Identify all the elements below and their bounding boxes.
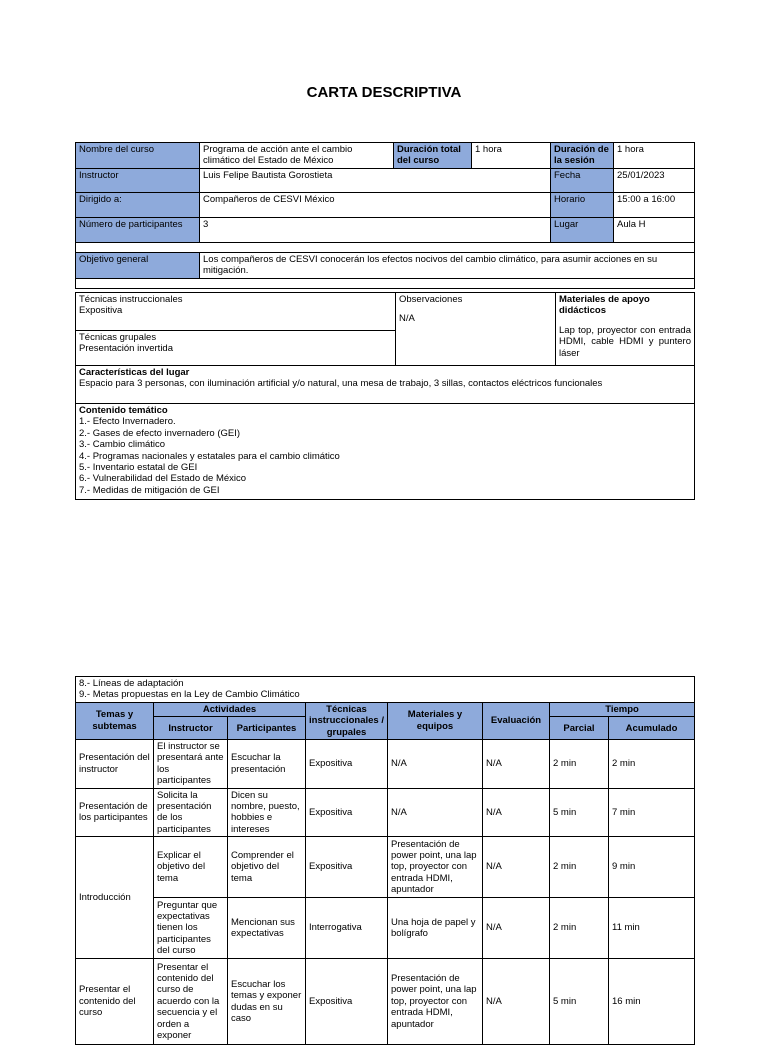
thematic-content-item: 5.- Inventario estatal de GEI bbox=[79, 461, 198, 473]
header-topics: Temas y subtemas bbox=[76, 702, 154, 739]
thematic-content-item: 8.- Líneas de adaptación bbox=[79, 678, 184, 689]
instructional-techniques-value: Expositiva bbox=[79, 305, 123, 317]
instructor-label: Instructor bbox=[76, 169, 200, 193]
row-materials: Una hoja de papel y bolígrafo bbox=[388, 898, 483, 959]
row-partial: 2 min bbox=[550, 837, 609, 898]
row-instructor: Presentar el contenido del curso de acuerdo con la secuencia y el orden a exponer bbox=[154, 959, 228, 1045]
instructor-value: Luis Felipe Bautista Gorostieta bbox=[200, 169, 551, 193]
row-partial: 2 min bbox=[550, 739, 609, 788]
row-evaluation: N/A bbox=[483, 788, 550, 837]
row-evaluation: N/A bbox=[483, 739, 550, 788]
row-cumulative: 11 min bbox=[609, 898, 695, 959]
venue-characteristics-value: Espacio para 3 personas, con iluminación artificial y/o natural, una mesa de trabajo, 3 sillas, contactos eléctricos funcionales bbox=[79, 378, 603, 390]
materials-cell bbox=[556, 293, 695, 366]
row-technique: Interrogativa bbox=[306, 898, 388, 959]
observations-cell bbox=[396, 293, 556, 366]
row-materials: N/A bbox=[388, 739, 483, 788]
schedule-label: Horario bbox=[551, 193, 614, 218]
row-materials: N/A bbox=[388, 788, 483, 837]
header-time: Tiempo bbox=[550, 702, 695, 717]
course-name-value: Programa de acción ante el cambio climático del Estado de México bbox=[200, 143, 394, 169]
row-topic: Presentación del instructor bbox=[76, 739, 154, 788]
instructional-techniques-cell bbox=[76, 293, 396, 331]
location-value: Aula H bbox=[614, 218, 695, 243]
row-technique: Expositiva bbox=[306, 788, 388, 837]
date-label: Fecha bbox=[551, 169, 614, 193]
session-duration-label: Duración de la sesión bbox=[551, 143, 614, 169]
header-cumulative: Acumulado bbox=[609, 717, 695, 739]
row-evaluation: N/A bbox=[483, 837, 550, 898]
row-instructor: Solicita la presentación de los participantes bbox=[154, 788, 228, 837]
document-title: CARTA DESCRIPTIVA bbox=[306, 84, 462, 101]
session-duration-value: 1 hora bbox=[614, 143, 695, 169]
observations-label: Observaciones bbox=[399, 294, 463, 305]
course-info-table bbox=[75, 292, 695, 500]
row-topic: Presentar el contenido del curso bbox=[76, 959, 154, 1045]
thematic-content-continued bbox=[76, 677, 695, 703]
row-technique: Expositiva bbox=[306, 959, 388, 1045]
table-row bbox=[76, 788, 695, 837]
row-evaluation: N/A bbox=[483, 959, 550, 1045]
row-participants: Comprender el objetivo del tema bbox=[228, 837, 306, 898]
thematic-content-cell bbox=[76, 404, 695, 500]
row-participants: Escuchar los temas y exponer dudas en su caso bbox=[228, 959, 306, 1045]
header-partial: Parcial bbox=[550, 717, 609, 739]
course-name-label: Nombre del curso bbox=[76, 143, 200, 169]
group-techniques-value: Presentación invertida bbox=[79, 343, 173, 355]
table-row bbox=[76, 837, 695, 898]
objective-label: Objetivo general bbox=[76, 253, 200, 279]
thematic-content-item: 6.- Vulnerabilidad del Estado de México bbox=[79, 473, 247, 485]
observations-value: N/A bbox=[399, 313, 415, 325]
group-techniques-cell bbox=[76, 331, 396, 366]
header-instructor: Instructor bbox=[154, 717, 228, 739]
table-row bbox=[76, 739, 695, 788]
thematic-content-item: 2.- Gases de efecto invernadero (GEI) bbox=[79, 427, 241, 439]
row-partial: 5 min bbox=[550, 959, 609, 1045]
date-value: 25/01/2023 bbox=[614, 169, 695, 193]
header-materials: Materiales y equipos bbox=[388, 702, 483, 739]
total-duration-label: Duración total del curso bbox=[394, 143, 472, 169]
row-partial: 5 min bbox=[550, 788, 609, 837]
thematic-content-item: 1.- Efecto Invernadero. bbox=[79, 416, 176, 428]
course-header-table bbox=[75, 142, 695, 289]
materials-value: Lap top, proyector con entrada HDMI, cable HDMI y puntero láser bbox=[559, 324, 691, 359]
participants-label: Número de participantes bbox=[76, 218, 200, 243]
thematic-content-item: 9.- Metas propuestas en la Ley de Cambio Climático bbox=[79, 689, 300, 701]
row-partial: 2 min bbox=[550, 898, 609, 959]
table-row bbox=[76, 959, 695, 1045]
row-participants: Dicen su nombre, puesto, hobbies e intereses bbox=[228, 788, 306, 837]
row-instructor: El instructor se presentará ante los participantes bbox=[154, 739, 228, 788]
group-techniques-label: Técnicas grupales bbox=[79, 332, 157, 343]
thematic-content-item: 4.- Programas nacionales y estatales para el cambio climático bbox=[79, 450, 340, 462]
location-label: Lugar bbox=[551, 218, 614, 243]
venue-characteristics-label: Características del lugar bbox=[79, 367, 190, 378]
row-topic: Presentación de los participantes bbox=[76, 788, 154, 837]
total-duration-value: 1 hora bbox=[472, 143, 551, 169]
audience-value: Compañeros de CESVI México bbox=[200, 193, 551, 218]
schedule-value: 15:00 a 16:00 bbox=[614, 193, 695, 218]
instructional-techniques-label: Técnicas instruccionales bbox=[79, 294, 183, 305]
row-technique: Expositiva bbox=[306, 739, 388, 788]
row-participants: Mencionan sus expectativas bbox=[228, 898, 306, 959]
row-participants: Escuchar la presentación bbox=[228, 739, 306, 788]
row-cumulative: 9 min bbox=[609, 837, 695, 898]
row-instructor: Explicar el objetivo del tema bbox=[154, 837, 228, 898]
row-technique: Expositiva bbox=[306, 837, 388, 898]
row-instructor: Preguntar que expectativas tienen los participantes del curso bbox=[154, 898, 228, 959]
thematic-content-item: 3.- Cambio climático bbox=[79, 439, 166, 451]
activities-table bbox=[75, 676, 695, 1045]
row-materials: Presentación de power point, una lap top, proyector con entrada HDMI, apuntador bbox=[388, 837, 483, 898]
objective-value: Los compañeros de CESVI conocerán los efectos nocivos del cambio climático, para asumir acciones en su mitigación. bbox=[200, 253, 695, 279]
thematic-content-label: Contenido temático bbox=[79, 405, 168, 416]
table-row bbox=[76, 898, 695, 959]
row-materials: Presentación de power point, una lap top, proyector con entrada HDMI, apuntador bbox=[388, 959, 483, 1045]
header-activities: Actividades bbox=[154, 702, 306, 717]
row-evaluation: N/A bbox=[483, 898, 550, 959]
row-cumulative: 7 min bbox=[609, 788, 695, 837]
audience-label: Dirigido a: bbox=[76, 193, 200, 218]
row-cumulative: 2 min bbox=[609, 739, 695, 788]
thematic-content-item: 7.- Medidas de mitigación de GEI bbox=[79, 484, 220, 496]
header-techniques: Técnicas instruccionales / grupales bbox=[306, 702, 388, 739]
row-topic: Introducción bbox=[76, 837, 154, 959]
row-cumulative: 16 min bbox=[609, 959, 695, 1045]
participants-value: 3 bbox=[200, 218, 551, 243]
header-evaluation: Evaluación bbox=[483, 702, 550, 739]
materials-label: Materiales de apoyo didácticos bbox=[559, 294, 650, 317]
venue-characteristics-cell bbox=[76, 366, 695, 404]
header-participants: Participantes bbox=[228, 717, 306, 739]
